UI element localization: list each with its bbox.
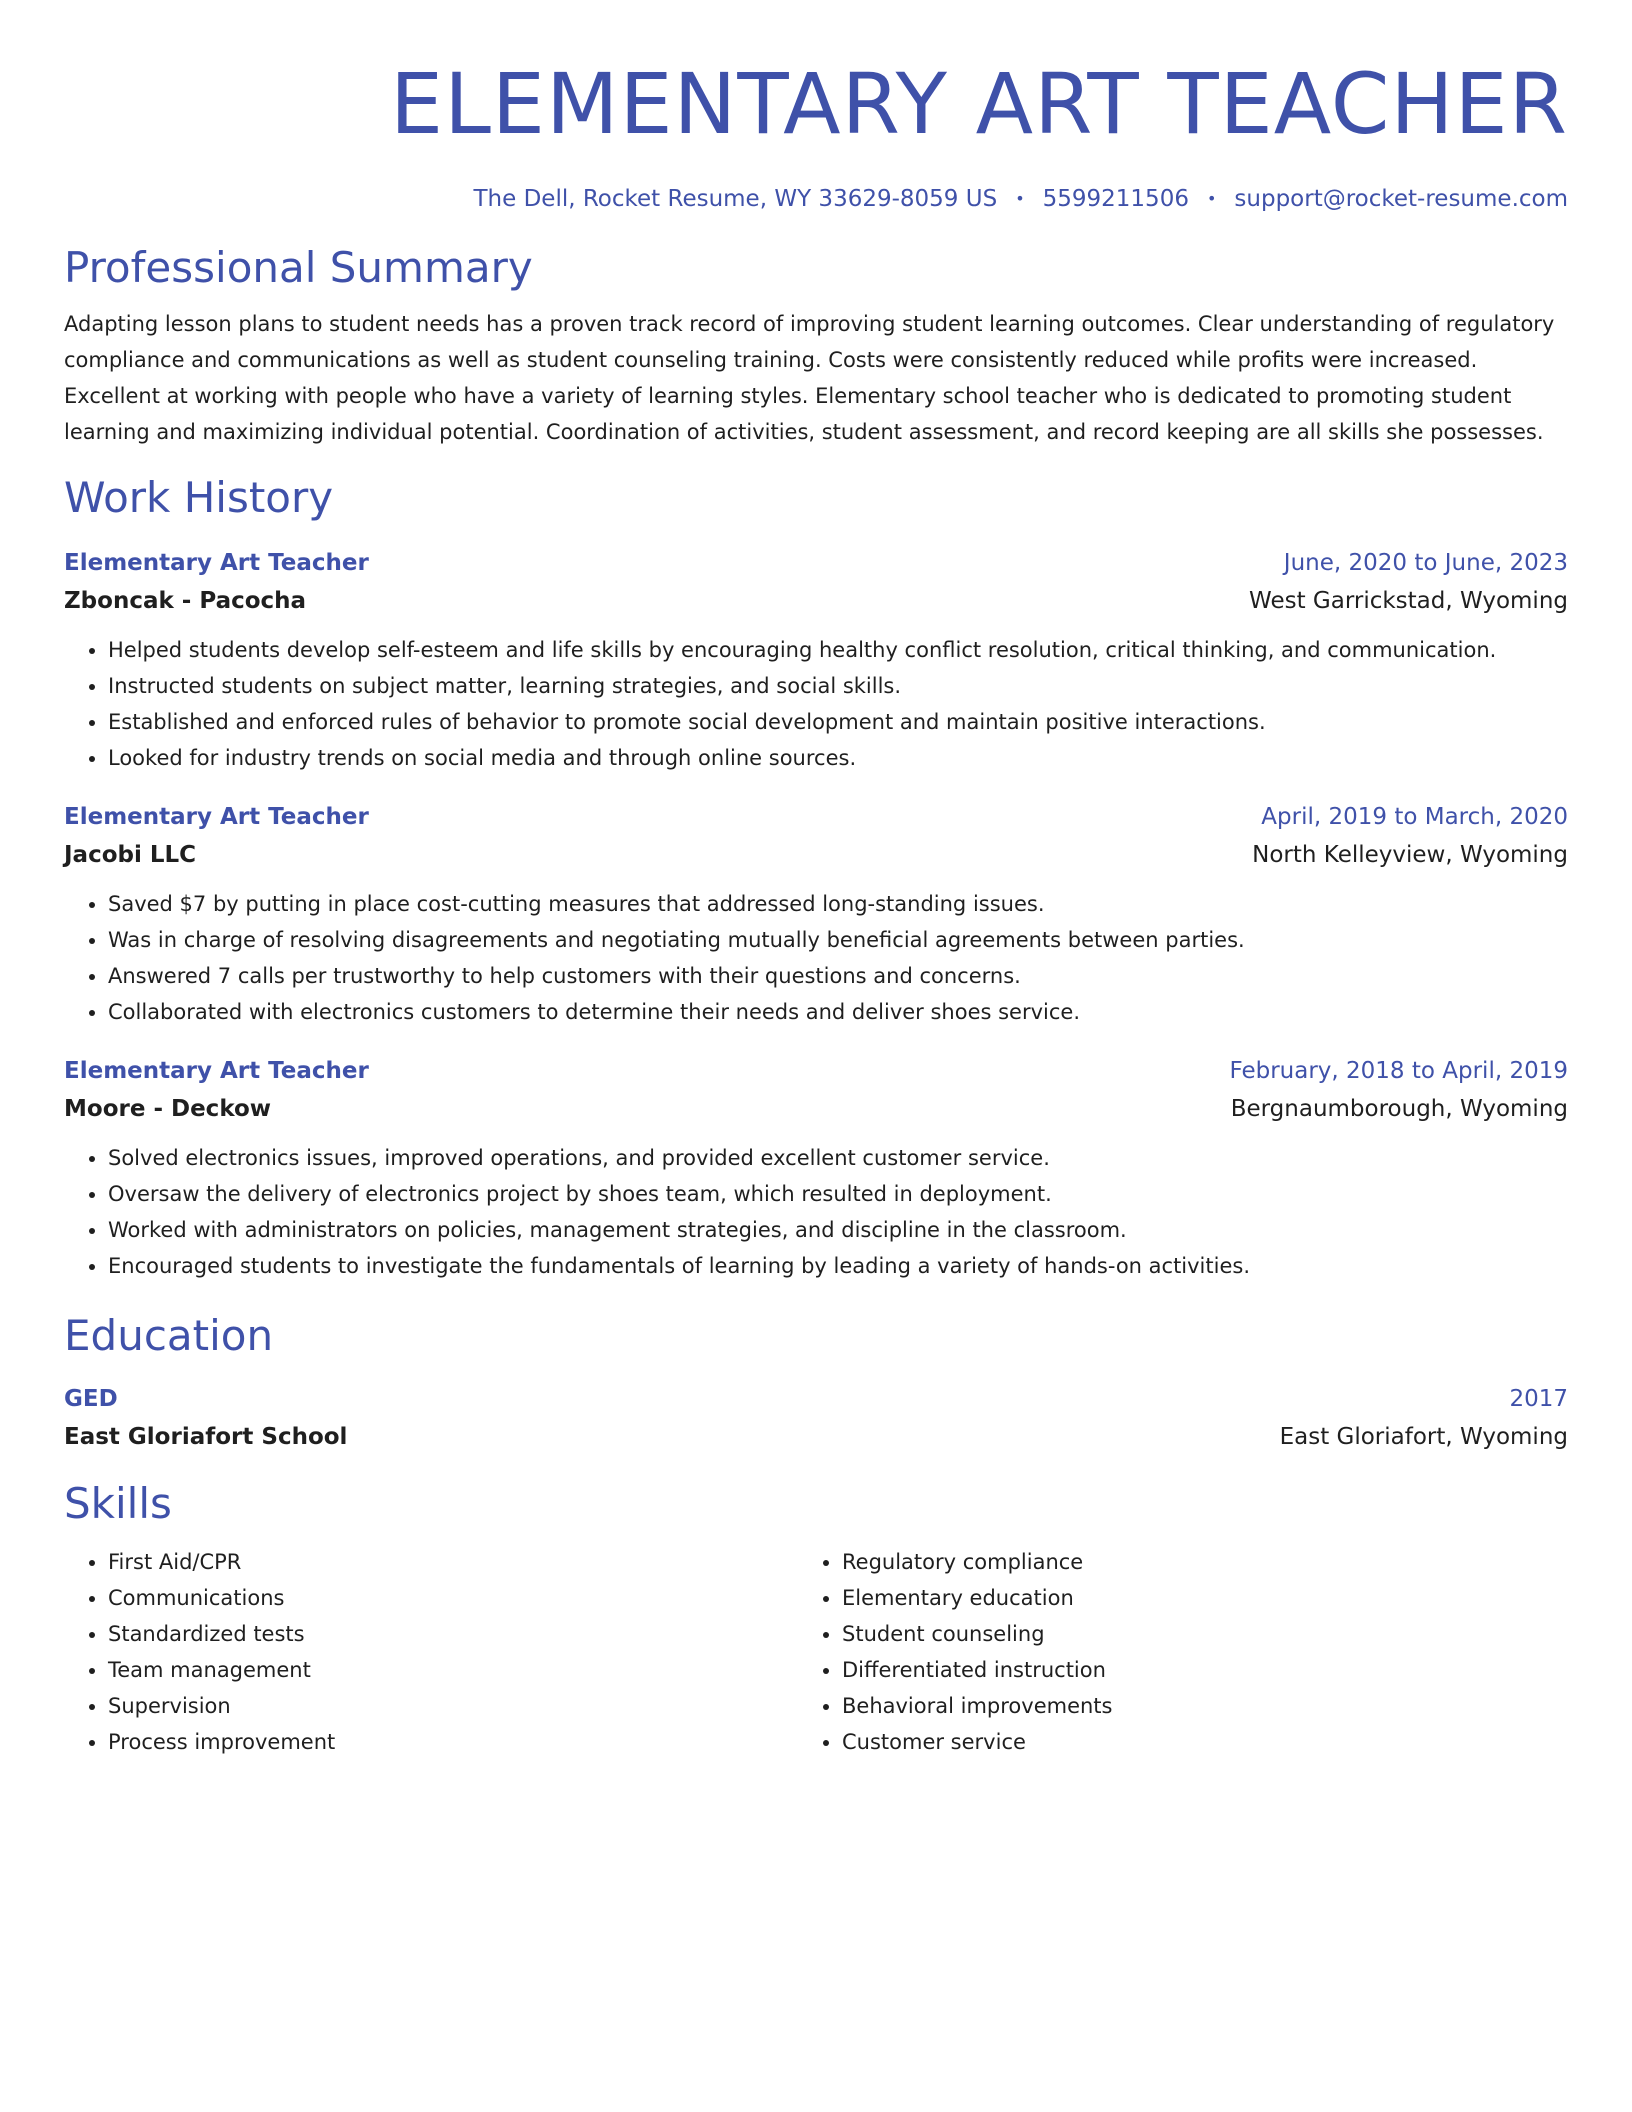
work-history-heading: Work History [64,473,334,522]
skill-item: • Standardized tests [108,1616,798,1652]
education-school: East Gloriafort School [64,1424,348,1450]
job-company: Zboncak - Pacocha [64,588,307,614]
job-bullets [64,1140,1568,1284]
education-degree: GED [64,1386,118,1412]
job-location: Bergnaumborough, Wyoming [1230,1096,1568,1122]
job-dates: February, 2018 to April, 2019 [1229,1058,1568,1084]
job-title: Elementary Art Teacher [64,550,369,576]
job-bullet: • Worked with administrators on policies, management strategies, and discipline in the classroom. [108,1212,1568,1248]
contact-address: The Dell, Rocket Resume, WY 33629-8059 US [473,186,998,212]
skills-list [64,1544,1568,1760]
job-entry [64,548,1568,776]
job-location: West Garrickstad, Wyoming [1249,588,1568,614]
skill-item: • Process improvement [108,1724,798,1760]
job-bullets [64,886,1568,1030]
job-bullet: • Oversaw the delivery of electronics project by shoes team, which resulted in deployment. [108,1176,1568,1212]
job-bullet: • Helped students develop self-esteem and life skills by encouraging healthy conflict resolution, critical thinking, and communication. [108,632,1568,668]
contact-separator: • [1015,189,1025,208]
contact-line [64,184,1568,214]
skill-item: • Communications [108,1580,798,1616]
education-heading: Education [64,1311,274,1360]
job-location: North Kelleyview, Wyoming [1252,842,1568,868]
job-bullet: • Encouraged students to investigate the fundamentals of learning by leading a variety of hands-on activities. [108,1248,1568,1284]
job-dates: April, 2019 to March, 2020 [1261,804,1568,830]
contact-email: support@rocket-resume.com [1234,186,1568,212]
summary-heading: Professional Summary [64,243,533,292]
job-title: Elementary Art Teacher [64,1058,369,1084]
job-company: Moore - Deckow [64,1096,272,1122]
skill-item: • Differentiated instruction [842,1652,1532,1688]
job-bullet: • Solved electronics issues, improved operations, and provided excellent customer service. [108,1140,1568,1176]
skill-item: • Team management [108,1652,798,1688]
job-entry [64,802,1568,1030]
education-year: 2017 [1509,1386,1568,1412]
education-location: East Gloriafort, Wyoming [1279,1424,1568,1450]
job-title: Elementary Art Teacher [64,804,369,830]
skill-item: • Regulatory compliance [842,1544,1532,1580]
job-bullet: • Looked for industry trends on social media and through online sources. [108,740,1568,776]
job-bullet: • Answered 7 calls per trustworthy to help customers with their questions and concerns. [108,958,1568,994]
job-bullet: • Instructed students on subject matter, learning strategies, and social skills. [108,668,1568,704]
job-bullet: • Established and enforced rules of behavior to promote social development and maintain positive interactions. [108,704,1568,740]
contact-phone: 5599211506 [1042,186,1189,212]
job-dates: June, 2020 to June, 2023 [1283,550,1568,576]
candidate-title: ELEMENTARY ART TEACHER [390,55,1568,153]
skills-column-right [798,1544,1532,1760]
job-bullet: • Collaborated with electronics customers to determine their needs and deliver shoes service. [108,994,1568,1030]
skills-column-left [64,1544,798,1760]
skill-item: • Supervision [108,1688,798,1724]
job-bullet: • Saved $7 by putting in place cost-cutting measures that addressed long-standing issues. [108,886,1568,922]
skill-item: • Elementary education [842,1580,1532,1616]
skill-item: • Behavioral improvements [842,1688,1532,1724]
job-bullet: • Was in charge of resolving disagreements and negotiating mutually beneficial agreements between parties. [108,922,1568,958]
skills-heading: Skills [64,1479,172,1528]
skill-item: • Customer service [842,1724,1532,1760]
job-bullets [64,632,1568,776]
job-company: Jacobi LLC [64,842,197,868]
contact-separator: • [1206,189,1217,208]
skill-item: • Student counseling [842,1616,1532,1652]
education-entry [64,1384,1568,1452]
summary-text: Adapting lesson plans to student needs has a proven track record of improving student learning outcomes. Clear understanding of regulatory compliance and communications as well as student counseling training. Costs were consistently reduced while profits were increased. Excellent at working with people who have a variety of learning styles. Elementary school teacher who is dedicated to promoting student learning and maximizing individual potential. Coordination of activities, student assessment, and record keeping are all skills she possesses. [64,312,1555,444]
skill-item: • First Aid/CPR [108,1544,798,1580]
job-entry [64,1056,1568,1284]
